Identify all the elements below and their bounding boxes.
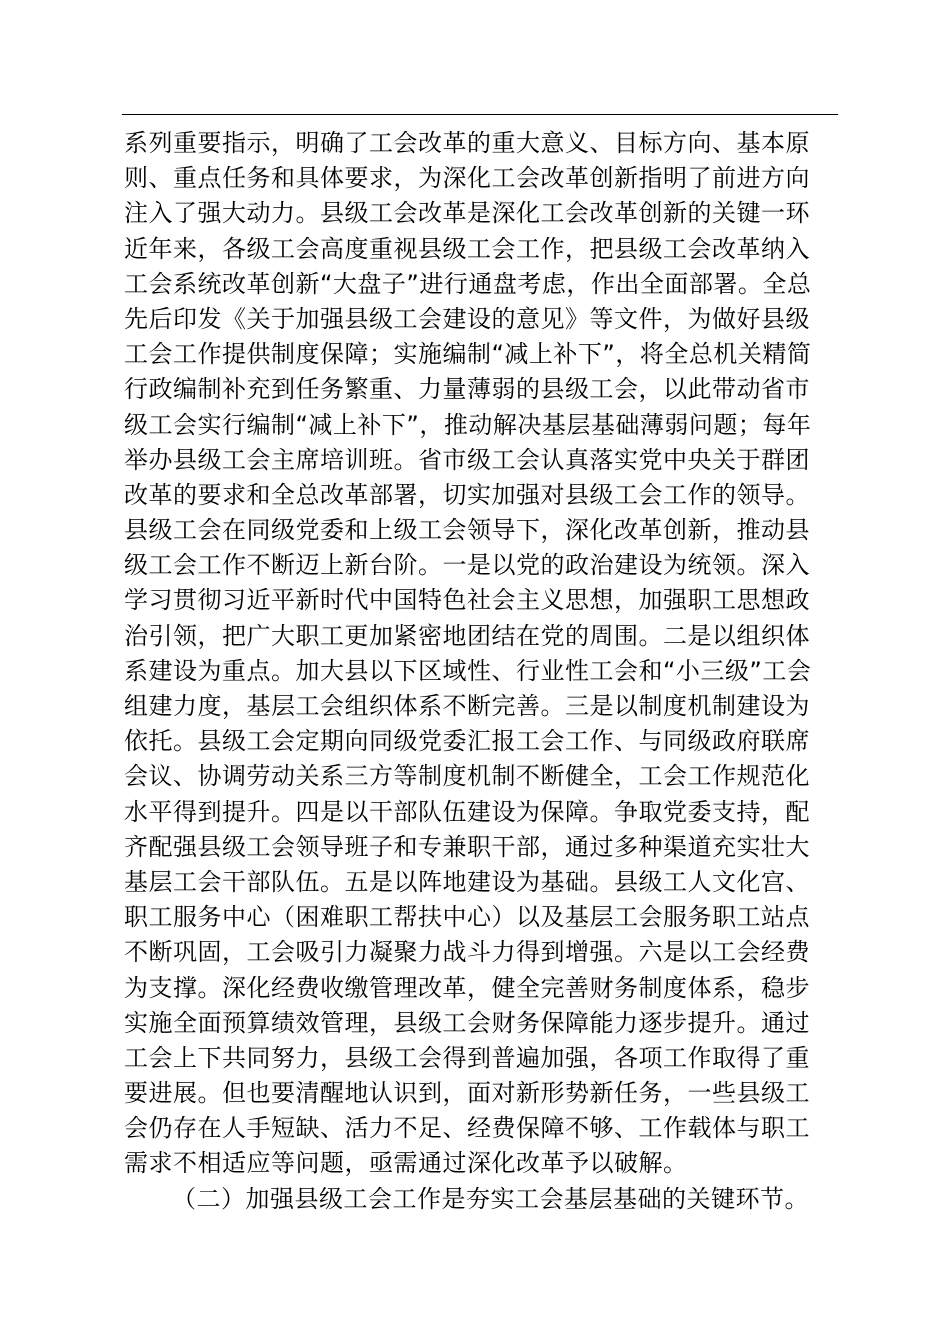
text-line: 为支撑。深化经费收缴管理改革，健全完善财务制度体系，稳步 (124, 973, 810, 1002)
text-line: 则、重点任务和具体要求，为深化工会改革创新指明了前进方向 (124, 164, 810, 193)
header-rule (122, 114, 838, 115)
text-line: 需求不相适应等问题，亟需通过深化改革予以破解。 (124, 1149, 688, 1178)
text-line: 依托。县级工会定期向同级党委汇报工会工作、与同级政府联席 (124, 727, 810, 756)
text-line: 县级工会在同级党委和上级工会领导下，深化改革创新，推动县 (124, 516, 810, 545)
text-line: 先后印发《关于加强县级工会建设的意见》等文件，为做好县级 (124, 304, 810, 333)
body-text (124, 126, 840, 1217)
text-line: 近年来，各级工会高度重视县级工会工作，把县级工会改革纳入 (124, 234, 810, 263)
text-line: 系建设为重点。加大县以下区域性、行业性工会和“小三级”工会 (124, 656, 812, 685)
text-line: 级工会实行编制“减上补下”，推动解决基层基础薄弱问题；每年 (124, 410, 812, 439)
text-line: 会议、协调劳动关系三方等制度机制不断健全，工会工作规范化 (124, 762, 810, 791)
section-heading: （二）加强县级工会工作是夯实工会基层基础的关键环节。 (172, 1184, 809, 1213)
text-line: 齐配强县级工会领导班子和专兼职干部，通过多种渠道充实壮大 (124, 832, 810, 861)
text-line: 治引领，把广大职工更加紧密地团结在党的周围。二是以组织体 (124, 621, 810, 650)
text-line: 工会工作提供制度保障；实施编制“减上补下”，将全总机关精简 (124, 340, 812, 369)
text-line: 工会系统改革创新“大盘子”进行通盘考虑，作出全面部署。全总 (124, 269, 812, 298)
text-line: 举办县级工会主席培训班。省市级工会认真落实党中央关于群团 (124, 445, 810, 474)
text-line: 级工会工作不断迈上新台阶。一是以党的政治建设为统领。深入 (124, 551, 810, 580)
text-line: 会仍存在人手短缺、活力不足、经费保障不够、工作载体与职工 (124, 1114, 810, 1143)
text-line: 行政编制补充到任务繁重、力量薄弱的县级工会，以此带动省市 (124, 375, 810, 404)
text-line: 工会上下共同努力，县级工会得到普遍加强，各项工作取得了重 (124, 1043, 810, 1072)
text-line: 实施全面预算绩效管理，县级工会财务保障能力逐步提升。通过 (124, 1008, 810, 1037)
text-line: 组建力度，基层工会组织体系不断完善。三是以制度机制建设为 (124, 692, 810, 720)
text-line: 不断巩固，工会吸引力凝聚力战斗力得到增强。六是以工会经费 (124, 938, 810, 967)
text-line: 系列重要指示，明确了工会改革的重大意义、目标方向、基本原 (124, 129, 810, 157)
text-line: 水平得到提升。四是以干部队伍建设为保障。争取党委支持，配 (124, 797, 810, 826)
text-line: 注入了强大动力。县级工会改革是深化工会改革创新的关键一环 (124, 199, 810, 228)
text-line: 基层工会干部队伍。五是以阵地建设为基础。县级工人文化宫、 (124, 867, 810, 896)
text-line: 改革的要求和全总改革部署，切实加强对县级工会工作的领导。 (124, 480, 810, 509)
text-line: 学习贯彻习近平新时代中国特色社会主义思想，加强职工思想政 (124, 586, 810, 615)
text-line: 职工服务中心（困难职工帮扶中心）以及基层工会服务职工站点 (124, 903, 810, 932)
text-line: 要进展。但也要清醒地认识到，面对新形势新任务，一些县级工 (124, 1079, 810, 1108)
